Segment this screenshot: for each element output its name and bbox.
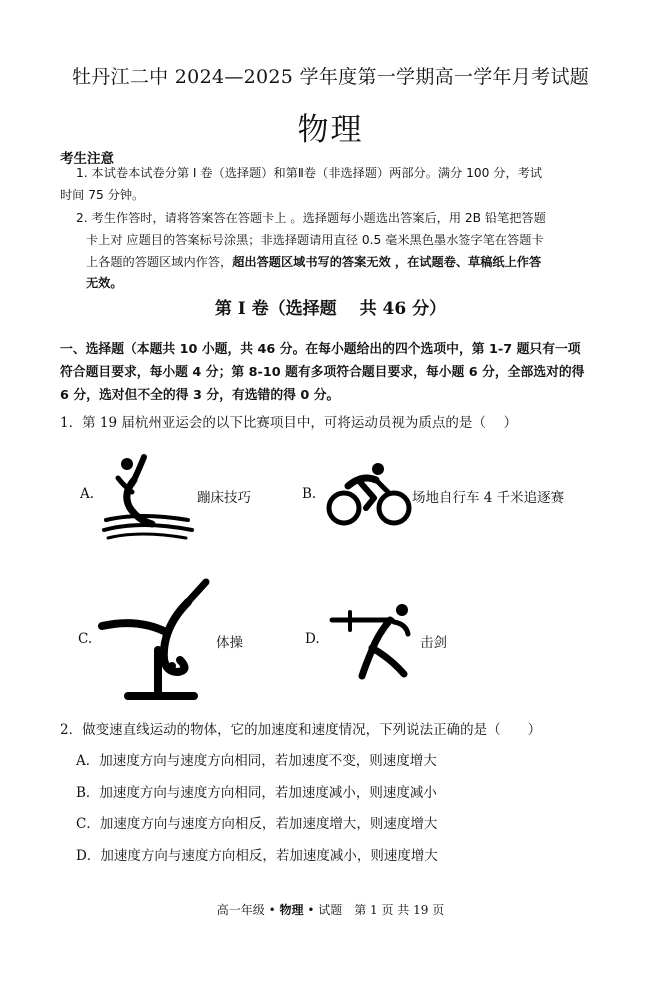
subject-title: 物理 xyxy=(297,112,364,148)
gymnastics-pictogram-icon xyxy=(98,576,218,706)
option-d-label: 击剑 xyxy=(420,635,447,651)
question-1-stem: 1．第 19 届杭州亚运会的以下比赛项目中，可将运动员视为质点的是（ ） xyxy=(60,415,518,431)
option-a-label: 蹦床技巧 xyxy=(197,490,251,506)
notice-item-2-line-3-bold: 超出答题区域书写的答案无效 ，在试题卷、草稿纸上作答 xyxy=(232,255,542,269)
notice-item-2-line-3 xyxy=(86,251,541,274)
option-d-letter: D. xyxy=(305,631,320,647)
trampoline-pictogram-icon xyxy=(100,450,200,545)
notice-item-2-line-1: 2. 考生作答时，请将答案答在答题卡上 。选择题每小题选出答案后，用 2B 铅笔把答题 xyxy=(76,211,546,225)
notice-heading: 考生注意 xyxy=(60,151,114,167)
volume-heading: 第 I 卷（选择题 共 46 分） xyxy=(214,299,447,319)
notice-item-2-line-4: 无效。 xyxy=(86,276,123,290)
section-instructions-line-1: 一、选择题（本题共 10 小题，共 46 分。在每小题给出的四个选项中，第 1-7 题只有一项 xyxy=(60,342,581,357)
notice-item-2-line-2: 卡上对 应题目的答案标号涂黑；非选择题请用直径 0.5 毫米黑色墨水签字笔在答题卡 xyxy=(86,233,544,247)
section-instructions-line-2: 符合题目要求，每小题 4 分；第 8-10 题有多项符合题目要求，每小题 6 分，全部选对的得 xyxy=(60,365,585,380)
question-2-choice-a: A．加速度方向与速度方向相同，若加速度不变，则速度增大 xyxy=(76,753,437,769)
question-2-choice-c: C．加速度方向与速度方向相反，若加速度增大，则速度增大 xyxy=(76,816,438,832)
question-2-choice-d: D．加速度方向与速度方向相反，若加速度减小，则速度增大 xyxy=(76,848,438,864)
footer-subject: 物理 xyxy=(279,903,304,917)
page-footer xyxy=(0,901,661,918)
track-cycling-pictogram-icon xyxy=(326,460,412,528)
question-2-choice-b: B．加速度方向与速度方向相同，若加速度减小，则速度减小 xyxy=(76,785,437,801)
notice-item-1-line-1: 1. 本试卷本试卷分第 I 卷（选择题）和第Ⅱ卷（非选择题）两部分。满分 100 分，考试 xyxy=(76,166,543,180)
fencing-pictogram-icon xyxy=(328,600,420,682)
option-c-letter: C. xyxy=(78,631,93,647)
exam-title: 牡丹江二中 2024—2025 学年度第一学期高一学年月考试题 xyxy=(71,66,590,88)
option-a-letter: A. xyxy=(80,486,95,502)
option-c-label: 体操 xyxy=(216,635,243,651)
option-b-letter: B. xyxy=(302,486,317,502)
footer-page-info: • 试题 第 1 页 共 19 页 xyxy=(303,903,445,917)
section-instructions-line-3: 6 分，选对但不全的得 3 分，有选错的得 0 分。 xyxy=(60,388,340,403)
footer-prefix: 高一年级 • xyxy=(216,903,280,917)
question-2-stem: 2．做变速直线运动的物体，它的加速度和速度情况，下列说法正确的是（ ） xyxy=(60,722,542,738)
option-b-label: 场地自行车 4 千米追逐赛 xyxy=(412,490,565,506)
notice-item-1-line-2: 时间 75 分钟。 xyxy=(60,188,145,202)
notice-item-2-line-3-normal: 上各题的答题区域内作答， xyxy=(86,255,233,269)
